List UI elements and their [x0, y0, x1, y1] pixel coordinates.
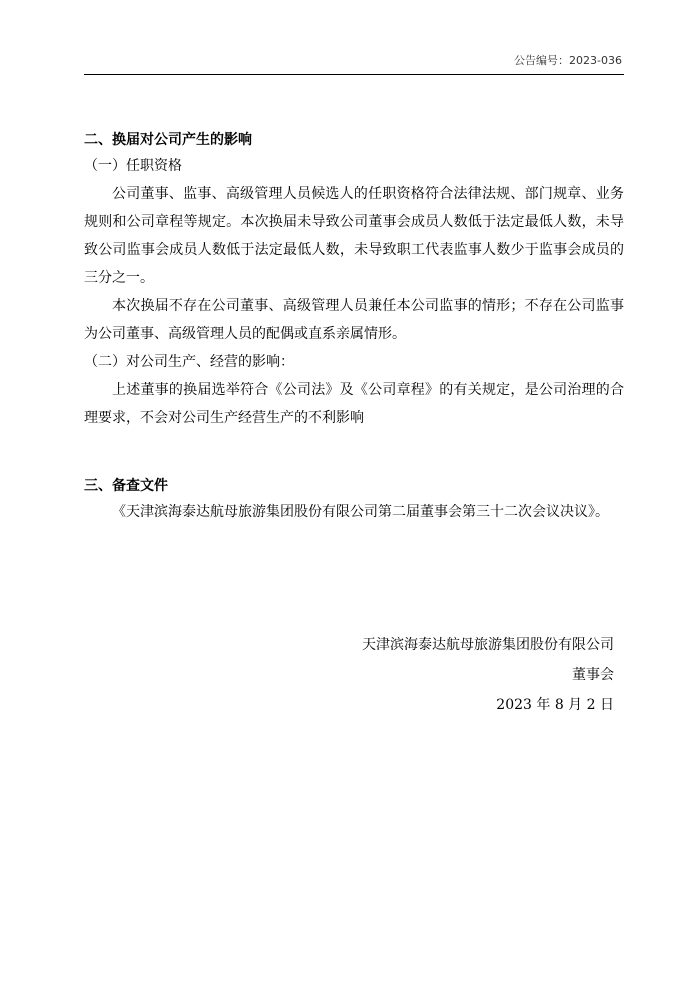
subsection-qualification: （一）任职资格: [84, 158, 182, 174]
operations-impact-paragraph: 上述董事的换届选举符合《公司法》及《公司章程》的有关规定，是公司治理的合理要求，不会对公司生产经营生产的不利影响: [84, 382, 624, 426]
header-divider: [84, 74, 624, 75]
section-3-title: 三、备查文件: [84, 478, 168, 494]
announcement-number: 公告编号：2023-036: [514, 54, 622, 67]
document-body: [84, 128, 624, 526]
concurrent-post-paragraph: 本次换届不存在公司董事、高级管理人员兼任本公司监事的情形；不存在公司监事为公司董事、高级管理人员的配偶或直系亲属情形。: [84, 298, 624, 342]
reference-document: 《天津滨海泰达航母旅游集团股份有限公司第二届董事会第三十二次会议决议》。: [112, 504, 609, 520]
section-2-title: 二、换届对公司产生的影响: [84, 132, 252, 148]
section-spacer: [84, 432, 624, 474]
signature-company: 天津滨海泰达航母旅游集团股份有限公司: [362, 637, 614, 653]
signature-board: 董事会: [572, 667, 614, 683]
subsection-operations-impact: （二）对公司生产、经营的影响：: [84, 354, 294, 370]
signature-date: 2023 年 8 月 2 日: [496, 697, 614, 713]
qualification-paragraph: 公司董事、监事、高级管理人员候选人的任职资格符合法律法规、部门规章、业务规则和公司章程等规定。本次换届未导致公司董事会成员人数低于法定最低人数，未导致公司监事会成员人数低于法定最低人数，未导致职工代表监事人数少于监事会成员的三分之一。: [84, 186, 624, 286]
